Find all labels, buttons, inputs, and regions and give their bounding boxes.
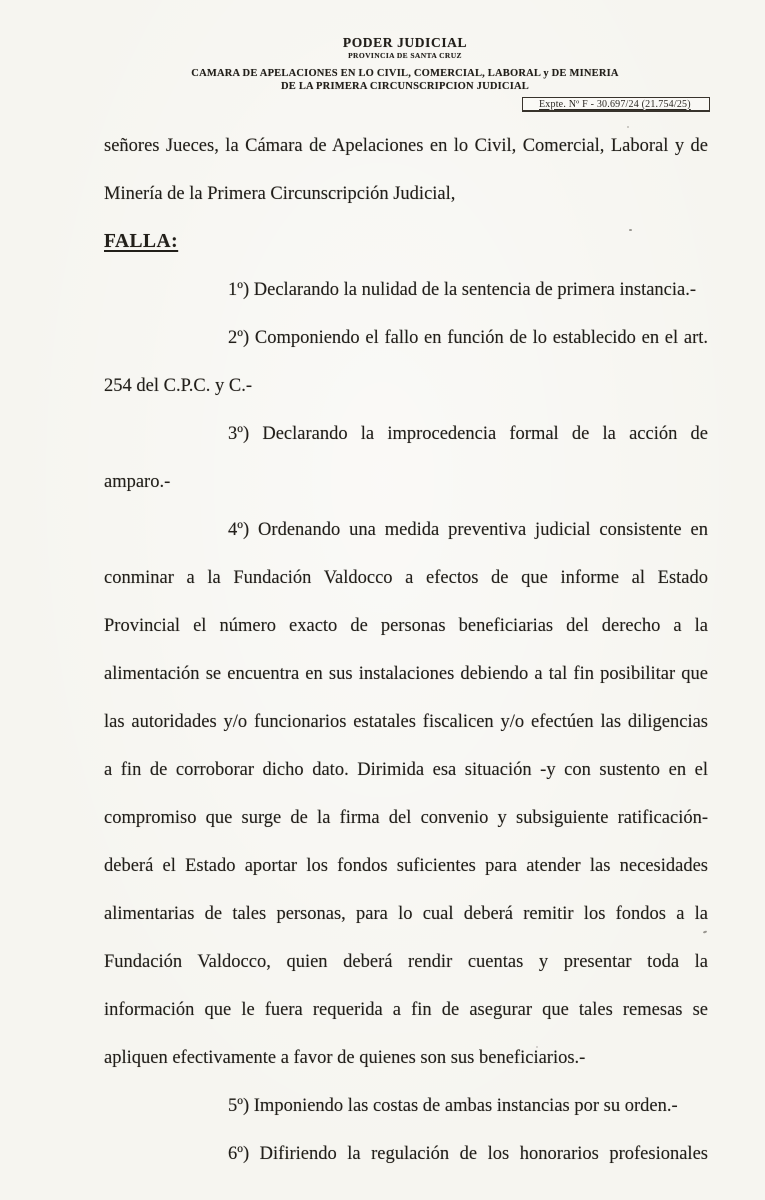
document-line: 6º) Difiriendo la regulación de los honorarios profesionales xyxy=(228,1144,708,1164)
document-line: las autoridades y/o funcionarios estatales fiscalicen y/o efectúen las diligencias xyxy=(104,712,708,732)
document-line: 4º) Ordenando una medida preventiva judicial consistente en xyxy=(228,520,708,540)
falla-heading: FALLA: xyxy=(104,231,179,252)
document-line: conminar a la Fundación Valdocco a efectos de que informe al Estado xyxy=(104,568,708,588)
scan-artifact xyxy=(627,126,629,128)
document-line: Minería de la Primera Circunscripción Judicial, xyxy=(104,184,456,204)
document-line: apliquen efectivamente a favor de quienes son sus beneficiarios.- xyxy=(104,1048,586,1068)
document-line: a fin de corroborar dicho dato. Dirimida esa situación -y con sustento en el xyxy=(104,760,708,780)
document-line: 5º) Imponiendo las costas de ambas instancias por su orden.- xyxy=(228,1096,678,1116)
letterhead xyxy=(45,36,765,93)
document-line: deberá el Estado aportar los fondos suficientes para atender las necesidades xyxy=(104,856,708,876)
court-name-line1: CAMARA DE APELACIONES EN LO CIVIL, COMERCIAL, LABORAL y DE MINERIA xyxy=(191,68,619,79)
document-line: 1º) Declarando la nulidad de la sentencia de primera instancia.- xyxy=(228,280,697,300)
document-line: Provincial el número exacto de personas beneficiarias del derecho a la xyxy=(104,616,708,636)
document-line: información que le fuera requerida a fin de asegurar que tales remesas se xyxy=(104,1000,708,1020)
document-line: 3º) Declarando la improcedencia formal de la acción de xyxy=(228,424,708,444)
document-line: señores Jueces, la Cámara de Apelaciones en lo Civil, Comercial, Laboral y de xyxy=(104,136,708,156)
document-line: 2º) Componiendo el fallo en función de lo establecido en el art. xyxy=(228,328,708,348)
scan-artifact xyxy=(629,229,632,231)
document-line: alimentación se encuentra en sus instalaciones debiendo a tal fin posibilitar que xyxy=(104,664,708,684)
institution-title: PODER JUDICIAL xyxy=(342,35,468,50)
document-line: 254 del C.P.C. y C.- xyxy=(104,376,253,396)
document-line: compromiso que surge de la firma del convenio y subsiguiente ratificación- xyxy=(104,808,708,828)
case-number-box xyxy=(522,97,710,112)
document-lines xyxy=(104,122,708,1178)
scan-artifact xyxy=(536,1046,538,1048)
document-line: Fundación Valdocco, quien deberá rendir cuentas y presentar toda la xyxy=(104,952,708,972)
court-name-line2: DE LA PRIMERA CIRCUNSCRIPCION JUDICIAL xyxy=(281,80,529,92)
case-number: Expte. Nº F - 30.697/24 (21.754/25) xyxy=(539,98,691,110)
document-line: amparo.- xyxy=(104,472,171,492)
document-line: alimentarias de tales personas, para lo cual deberá remitir los fondos a la xyxy=(104,904,708,924)
province-subtitle: PROVINCIA DE SANTA CRUZ xyxy=(348,51,462,60)
